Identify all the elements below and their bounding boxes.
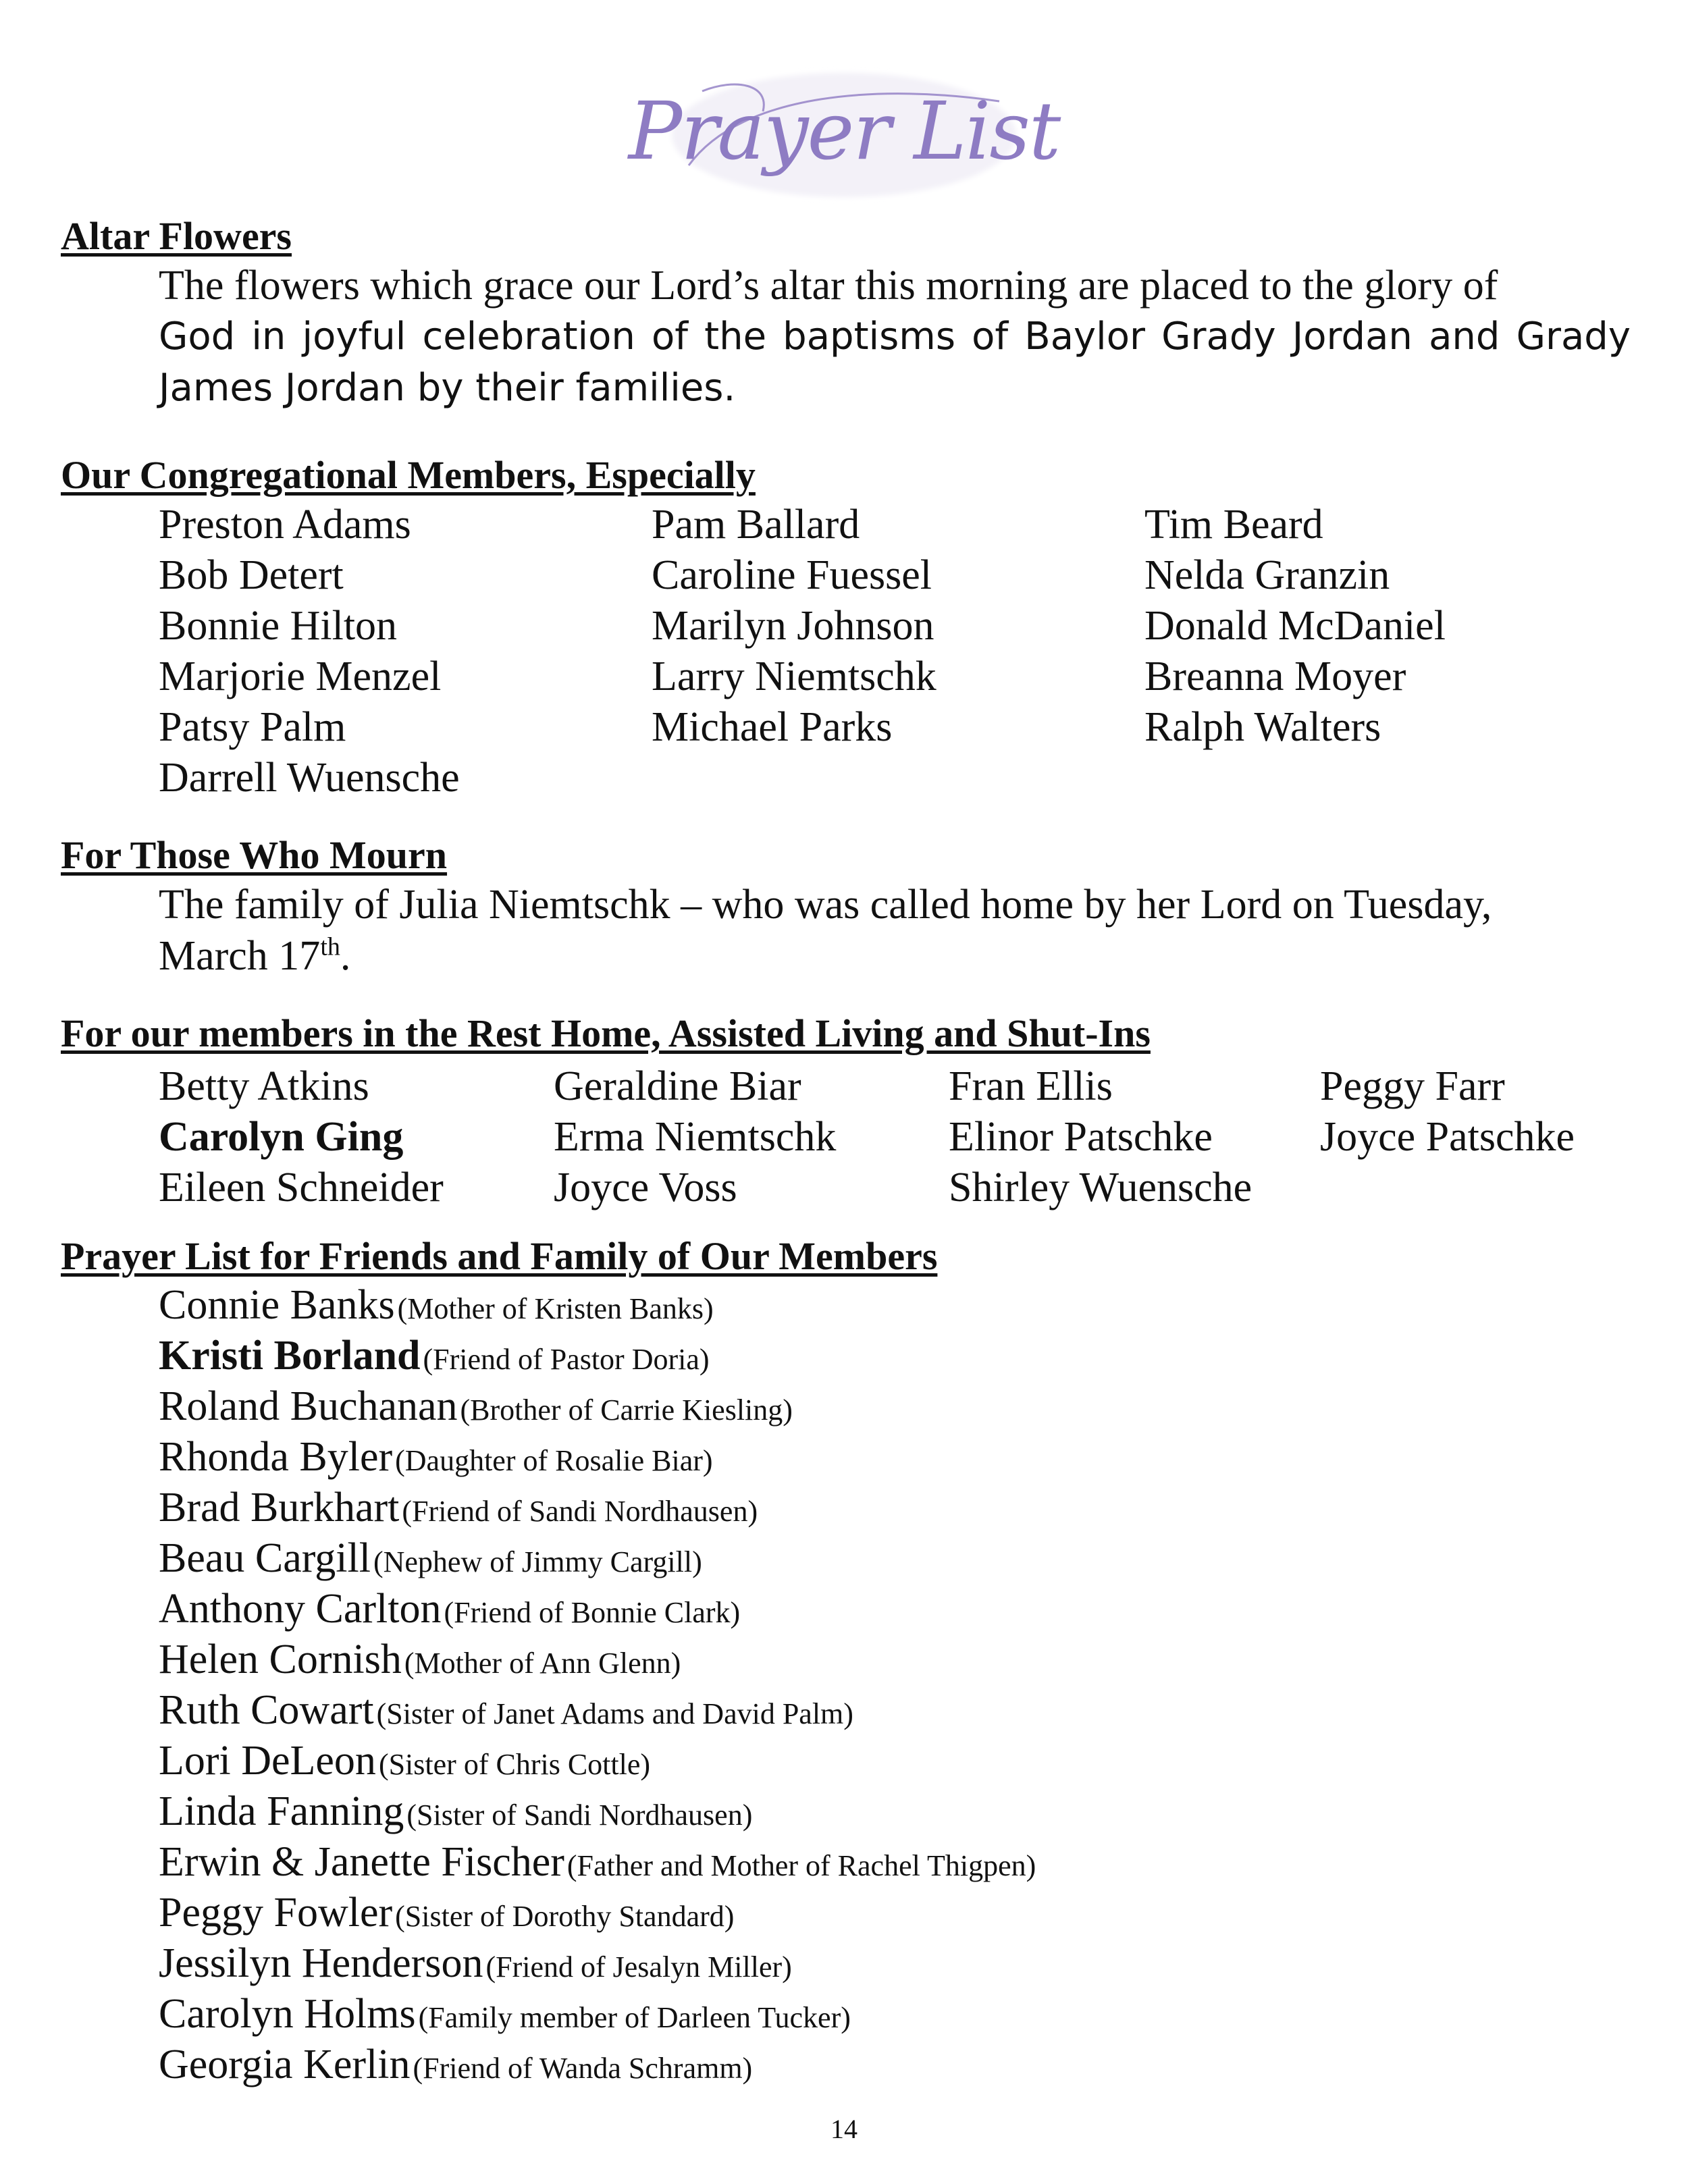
person-name: Lori DeLeon xyxy=(159,1738,376,1784)
relationship: (Friend of Wanda Schramm) xyxy=(413,2052,753,2085)
shut-in-name: Fran Ellis xyxy=(949,1063,1113,1109)
congregational-members-list xyxy=(159,500,1509,803)
prayer-list-logo-art xyxy=(628,64,1060,206)
mourn-text-end: . xyxy=(340,933,351,979)
shut-in-name: Carolyn Ging xyxy=(159,1114,404,1160)
member-name: Marilyn Johnson xyxy=(652,603,934,649)
person-name: Brad Burkhart xyxy=(159,1485,400,1530)
person-name: Kristi Borland xyxy=(159,1333,421,1379)
page-number: 14 xyxy=(830,2114,858,2144)
list-item xyxy=(159,1533,1610,1584)
relationship: (Friend of Pastor Doria) xyxy=(423,1343,710,1376)
relationship: (Family member of Darleen Tucker) xyxy=(418,2001,851,2034)
member-name: Bonnie Hilton xyxy=(159,603,398,649)
person-name: Jessilyn Henderson xyxy=(159,1940,483,1986)
list-item xyxy=(159,1280,1610,1331)
shut-in-name: Joyce Voss xyxy=(554,1165,737,1210)
person-name: Erwin & Janette Fischer xyxy=(159,1839,564,1885)
relationship: (Friend of Jesalyn Miller) xyxy=(485,1950,792,1983)
shut-in-name: Shirley Wuensche xyxy=(949,1165,1252,1210)
person-name: Rhonda Byler xyxy=(159,1434,393,1480)
member-name: Michael Parks xyxy=(652,704,893,750)
relationship: (Nephew of Jimmy Cargill) xyxy=(373,1545,702,1578)
relationship: (Sister of Chris Cottle) xyxy=(378,1748,651,1781)
list-item xyxy=(159,1736,1610,1786)
shut-in-name: Eileen Schneider xyxy=(159,1165,444,1210)
altar-flowers-heading: Altar Flowers xyxy=(61,214,292,258)
prayer-list-logo xyxy=(628,64,1060,206)
svg-text:Prayer List: Prayer List xyxy=(628,84,1060,178)
relationship: (Sister of Janet Adams and David Palm) xyxy=(376,1697,853,1730)
list-item xyxy=(159,2040,1610,2090)
altar-flowers-line-2: God in joyful celebration of the baptisms of Baylor Grady Jordan and Grady James Jordan by their families. xyxy=(159,315,1631,410)
list-item xyxy=(159,1938,1610,1989)
list-item xyxy=(159,1331,1610,1381)
member-name: Preston Adams xyxy=(159,502,411,548)
person-name: Ruth Cowart xyxy=(159,1687,374,1733)
shut-in-name: Erma Niemtschk xyxy=(554,1114,837,1160)
list-item xyxy=(159,1989,1610,2040)
rest-home-list xyxy=(159,1061,1644,1213)
mourn-text-body: The family of Julia Niemtschk – who was called home by her Lord on Tuesday, March 17 xyxy=(159,882,1492,979)
friends-family-heading: Prayer List for Friends and Family of Our Members xyxy=(61,1234,938,1278)
list-item xyxy=(159,1584,1610,1634)
list-item xyxy=(159,1685,1610,1736)
congregational-members-heading: Our Congregational Members, Especially xyxy=(61,453,756,497)
member-name: Darrell Wuensche xyxy=(159,755,460,801)
altar-flowers-text xyxy=(159,260,1631,414)
mourn-text xyxy=(159,879,1590,982)
list-item xyxy=(159,1381,1610,1432)
shut-in-name: Geraldine Biar xyxy=(554,1063,801,1109)
person-name: Roland Buchanan xyxy=(159,1383,458,1429)
friends-family-list xyxy=(159,1280,1610,2090)
rest-home-heading: For our members in the Rest Home, Assisted Living and Shut-Ins xyxy=(61,1011,1151,1055)
person-name: Connie Banks xyxy=(159,1282,395,1328)
member-name: Pam Ballard xyxy=(652,502,860,548)
member-name: Tim Beard xyxy=(1144,502,1323,548)
member-name: Patsy Palm xyxy=(159,704,346,750)
list-item xyxy=(159,1888,1610,1938)
relationship: (Mother of Ann Glenn) xyxy=(404,1647,681,1680)
relationship: (Mother of Kristen Banks) xyxy=(397,1292,714,1325)
relationship: (Brother of Carrie Kiesling) xyxy=(460,1393,793,1427)
person-name: Peggy Fowler xyxy=(159,1890,393,1936)
member-name: Ralph Walters xyxy=(1144,704,1381,750)
person-name: Carolyn Holms xyxy=(159,1991,416,2037)
person-name: Helen Cornish xyxy=(159,1636,402,1682)
member-name: Breanna Moyer xyxy=(1144,654,1406,699)
shut-in-name: Elinor Patschke xyxy=(949,1114,1213,1160)
list-item xyxy=(159,1432,1610,1483)
shut-in-name: Peggy Farr xyxy=(1320,1063,1505,1109)
list-item xyxy=(159,1483,1610,1533)
relationship: (Father and Mother of Rachel Thigpen) xyxy=(566,1849,1036,1882)
shut-in-name: Joyce Patschke xyxy=(1320,1114,1575,1160)
person-name: Beau Cargill xyxy=(159,1535,371,1581)
person-name: Anthony Carlton xyxy=(159,1586,442,1632)
person-name: Georgia Kerlin xyxy=(159,2042,411,2087)
altar-flowers-line-1: The flowers which grace our Lord’s altar this morning are placed to the glory of xyxy=(159,263,1498,309)
mourn-text-sup: th xyxy=(320,932,340,961)
mourn-heading: For Those Who Mourn xyxy=(61,833,448,877)
relationship: (Friend of Bonnie Clark) xyxy=(444,1596,741,1629)
shut-in-name: Betty Atkins xyxy=(159,1063,369,1109)
relationship: (Sister of Sandi Nordhausen) xyxy=(406,1799,753,1832)
member-name: Nelda Granzin xyxy=(1144,552,1390,598)
list-item xyxy=(159,1837,1610,1888)
member-name: Caroline Fuessel xyxy=(652,552,932,598)
relationship: (Sister of Dorothy Standard) xyxy=(395,1900,735,1933)
member-name: Bob Detert xyxy=(159,552,344,598)
member-name: Donald McDaniel xyxy=(1144,603,1446,649)
person-name: Linda Fanning xyxy=(159,1788,404,1834)
relationship: (Daughter of Rosalie Biar) xyxy=(395,1444,713,1477)
member-name: Larry Niemtschk xyxy=(652,654,937,699)
list-item xyxy=(159,1634,1610,1685)
list-item xyxy=(159,1786,1610,1837)
relationship: (Friend of Sandi Nordhausen) xyxy=(402,1495,758,1528)
member-name: Marjorie Menzel xyxy=(159,654,442,699)
